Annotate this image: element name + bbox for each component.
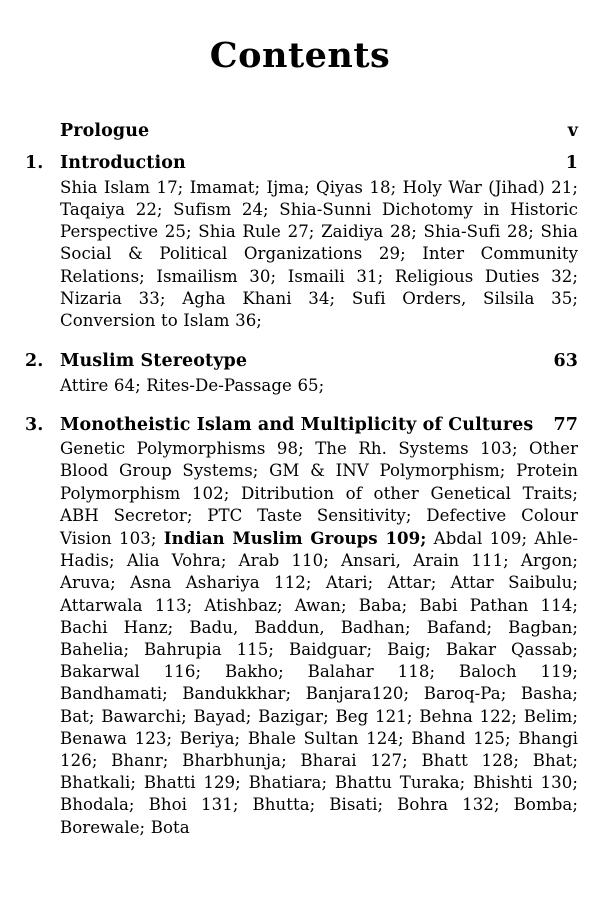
toc-entry-page-number: 1: [565, 153, 578, 174]
toc-entry-heading[interactable]: [25, 152, 578, 174]
table-of-contents: [0, 120, 600, 839]
spacer: [25, 397, 578, 414]
toc-entry-prologue[interactable]: [25, 120, 578, 142]
toc-entry-title[interactable]: Muslim Stereotype: [60, 351, 248, 372]
toc-entry-page-number: 77: [553, 414, 578, 435]
page-title: Contents: [209, 35, 391, 76]
toc-entry-heading[interactable]: [25, 350, 578, 372]
toc-entry-subtopics: Attire 64; Rites-De-Passage 65;: [60, 375, 325, 395]
toc-entry-page-number: v: [567, 121, 578, 141]
spacer: [25, 332, 578, 350]
toc-entry-number: 3.: [25, 414, 44, 435]
toc-entry-page-number: 63: [553, 351, 578, 372]
toc-entry-heading[interactable]: [25, 120, 578, 142]
toc-entry-subtopics: Shia Islam 17; Imamat; Ijma; Qiyas 18; Holy War (Jihad) 21; Taqaiya 22; Sufism 24; Shia-Sunni Dichotomy in Historic Perspective 25; Shia Rule 27; Zaidiya 28; Shia-Sufi 28; Shia Social & Political Organizations 29; Inter Community Relations; Ismailism 30; Ismaili 31; Religious Duties 32; Nizaria 33; Agha Khani 34; Sufi Orders, Silsila 35; Conversion to Islam 36;: [60, 177, 578, 330]
toc-entry-monotheistic-islam[interactable]: [25, 414, 578, 839]
toc-entry-introduction[interactable]: [25, 152, 578, 332]
toc-entry-number: 1.: [25, 153, 44, 174]
toc-entry-subtopics: Genetic Polymorphisms 98; The Rh. Systems 103; Other Blood Group Systems; GM & INV Polymorphism; Protein Polymorphism 102; Ditribution of other Genetical Traits; ABH Secretor; PTC Taste Sensitivity; Defective Colour Vision 103; Indian Muslim Groups 109; Abdal 109; Ahle-Hadis; Alia Vohra; Arab 110; Ansari, Arain 111; Argon; Aruva; Asna Ashariya 112; Atari; Attar; Attar Saibulu; Attarwala 113; Atishbaz; Awan; Baba; Babi Pathan 114; Bachi Hanz; Badu, Baddun, Badhan; Bafand; Bagban; Bahelia; Bahrupia 115; Baidguar; Baig; Bakar Qassab; Bakarwal 116; Bakho; Balahar 118; Baloch 119; Bandhamati; Bandukkhar; Banjara120; Baroq-Pa; Basha; Bat; Bawarchi; Bayad; Bazigar; Beg 121; Behna 122; Belim; Benawa 123; Beriya; Bhale Sultan 124; Bhand 125; Bhangi 126; Bhanr; Bharbhunja; Bharai 127; Bhatt 128; Bhat; Bhatkali; Bhatti 129; Bhatiara; Bhattu Turaka; Bhishti 130; Bhodala; Bhoi 131; Bhutta; Bisati; Bohra 132; Bomba; Borewale; Bota: [60, 439, 578, 837]
toc-entry-title[interactable]: Prologue: [60, 121, 150, 141]
toc-entry-muslim-stereotype[interactable]: [25, 350, 578, 397]
toc-entry-number: 2.: [25, 351, 44, 372]
toc-entry-heading[interactable]: [25, 414, 578, 436]
toc-entry-title[interactable]: Monotheistic Islam and Multiplicity of Cultures: [60, 414, 534, 435]
toc-entry-title[interactable]: Introduction: [60, 153, 186, 174]
spacer: [25, 142, 578, 152]
